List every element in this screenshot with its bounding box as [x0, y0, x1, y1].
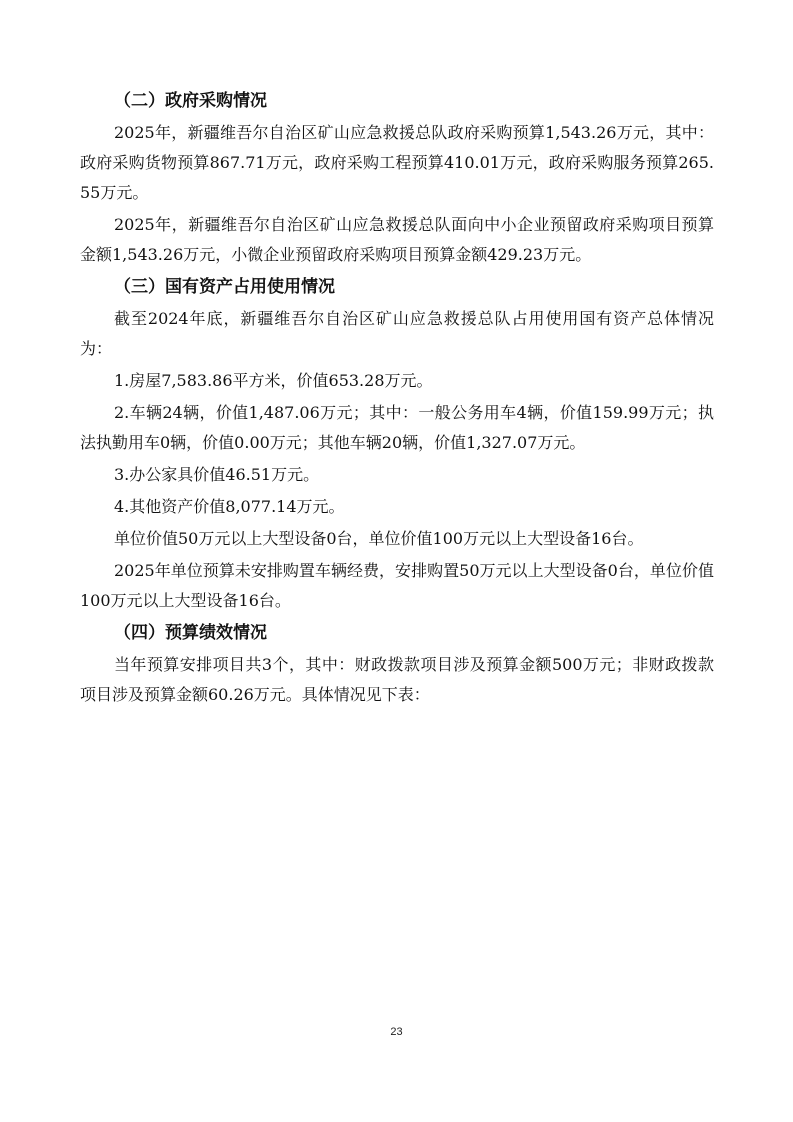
paragraph-purchase-plan: 2025年单位预算未安排购置车辆经费，安排购置50万元以上大型设备0台，单位价值100万元以上大型设备16台。: [80, 561, 714, 610]
paragraph-furniture: 3.办公家具价值46.51万元。: [114, 465, 320, 484]
document-body: [80, 86, 714, 712]
paragraph-housing: 1.房屋7,583.86平方米，价值653.28万元。: [114, 371, 433, 390]
paragraph-procurement-budget: 2025年，新疆维吾尔自治区矿山应急救援总队政府采购预算1,543.26万元，其中：政府采购货物预算867.71万元，政府采购工程预算410.01万元，政府采购服务预算265.55万元。: [80, 123, 714, 202]
paragraph-assets-intro: 截至2024年底，新疆维吾尔自治区矿山应急救援总队占用使用国有资产总体情况为：: [80, 309, 714, 358]
section-heading-performance: （四）预算绩效情况: [114, 623, 267, 643]
paragraph-sme-reserved: 2025年，新疆维吾尔自治区矿山应急救援总队面向中小企业预留政府采购项目预算金额1,543.26万元，小微企业预留政府采购项目预算金额429.23万元。: [80, 215, 714, 264]
paragraph-other-assets: 4.其他资产价值8,077.14万元。: [114, 497, 345, 516]
section-heading-state-assets: （三）国有资产占用使用情况: [114, 277, 335, 297]
paragraph-large-equipment: 单位价值50万元以上大型设备0台，单位价值100万元以上大型设备16台。: [114, 529, 644, 548]
page-number: 23: [390, 1026, 403, 1038]
section-heading-procurement: （二）政府采购情况: [114, 91, 267, 111]
paragraph-vehicles: 2.车辆24辆，价值1,487.06万元；其中：一般公务用车4辆，价值159.99万元；执法执勤用车0辆，价值0.00万元；其他车辆20辆，价值1,327.07万元。: [80, 403, 714, 452]
paragraph-projects: 当年预算安排项目共3个，其中：财政拨款项目涉及预算金额500万元；非财政拨款项目涉及预算金额60.26万元。具体情况见下表：: [80, 655, 714, 704]
